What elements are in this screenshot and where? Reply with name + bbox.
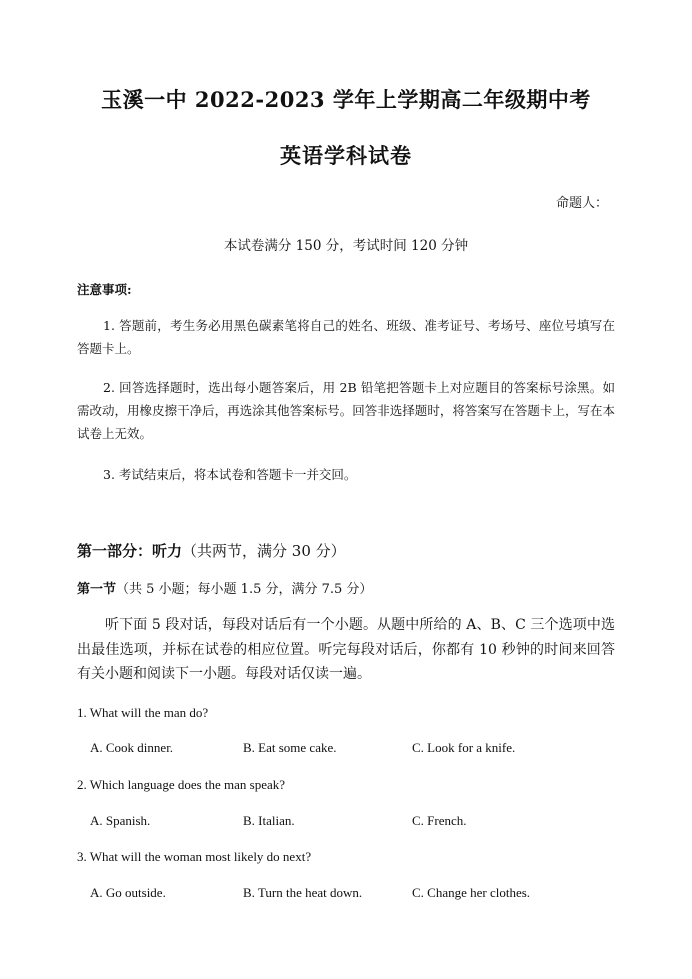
part-heading-detail: （共两节，满分 30 分） xyxy=(182,542,346,560)
part-heading-title: 第一部分：听力 xyxy=(77,542,183,560)
question-1-option-b: B. Eat some cake. xyxy=(243,740,337,755)
exam-subtitle: 英语学科试卷 xyxy=(280,143,412,168)
question-2-option-a: A. Spanish. xyxy=(90,813,151,828)
question-1-option-a: A. Cook dinner. xyxy=(90,740,174,755)
notice-heading: 注意事项: xyxy=(77,282,132,297)
exam-info: 本试卷满分 150 分，考试时间 120 分钟 xyxy=(223,238,469,254)
section-heading-detail: （共 5 小题；每小题 1.5 分，满分 7.5 分） xyxy=(116,582,373,597)
question-3-option-c: C. Change her clothes. xyxy=(412,885,531,900)
question-3-option-b: B. Turn the heat down. xyxy=(243,885,363,900)
question-1-stem: 1. What will the man do? xyxy=(77,705,209,720)
question-2-option-b: B. Italian. xyxy=(243,813,295,828)
question-3-stem: 3. What will the woman most likely do next? xyxy=(77,849,312,864)
section-heading xyxy=(77,578,372,597)
question-2-stem: 2. Which language does the man speak? xyxy=(77,777,286,792)
section-heading-title: 第一节 xyxy=(77,582,117,597)
question-3-option-a: A. Go outside. xyxy=(90,885,166,900)
question-2-option-c: C. French. xyxy=(412,813,467,828)
notice-item-3: 3. 考试结束后，将本试卷和答题卡一并交回。 xyxy=(103,467,357,482)
notice-item-2: 2. 回答选择题时，选出每小题答案后，用 2B 铅笔把答题卡上对应题目的答案标号涂黑。如需改动，用橡皮擦干净后，再选涂其他答案标号。回答非选择题时，将答案写在答题卡上，写在本试卷上无效。 xyxy=(77,380,615,441)
notice-item-1: 1. 答题前，考生务必用黑色碳素笔将自己的姓名、班级、准考证号、考场号、座位号填写在答题卡上。 xyxy=(77,318,615,356)
author-label: 命题人： xyxy=(555,196,608,211)
section-instructions: 听下面 5 段对话，每段对话后有一个小题。从题中所给的 A、B、C 三个选项中选出最佳选项，并标在试卷的相应位置。听完每段对话后，你都有 10 秒钟的时间来回答有关小题和阅读下一小题。每段对话仅读一遍。 xyxy=(77,617,615,682)
exam-title: 玉溪一中 2022-2023 学年上学期高二年级期中考 xyxy=(101,87,591,112)
part-heading xyxy=(77,540,346,561)
question-1-option-c: C. Look for a knife. xyxy=(412,740,516,755)
